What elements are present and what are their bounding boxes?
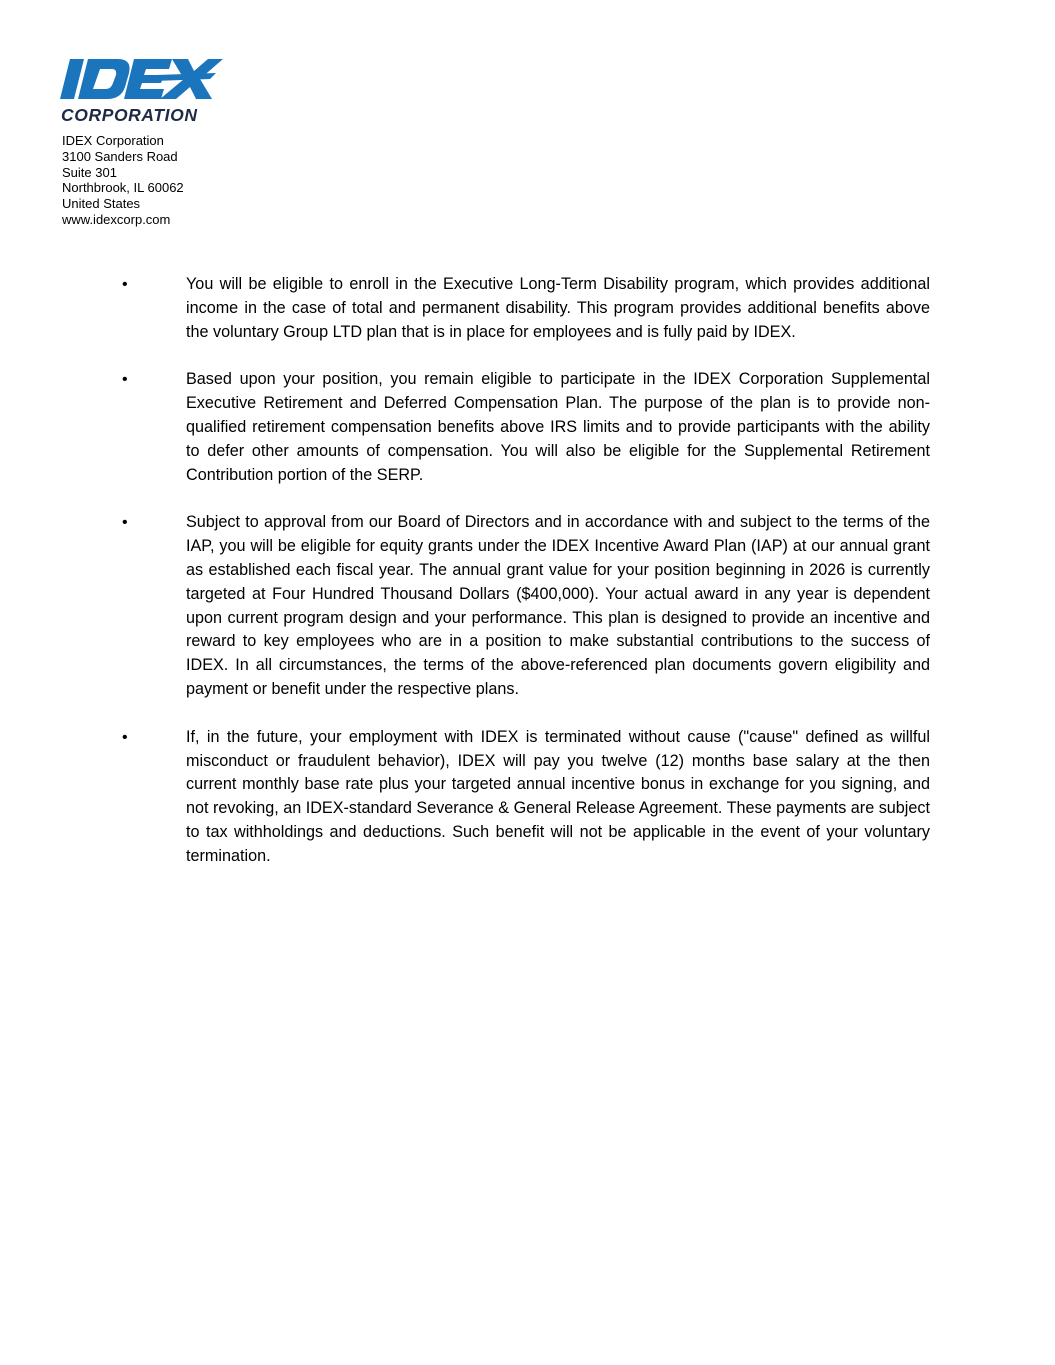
- list-item-ltd: [120, 273, 930, 344]
- idex-logo-icon: [60, 57, 223, 123]
- list-item-text: You will be eligible to enroll in the Executive Long-Term Disability program, which provides additional income in the case of total and permanent disability. This program provides additional benefits above the voluntary Group LTD plan that is in place for employees and is fully paid by IDEX.: [186, 275, 930, 341]
- address-website: www.idexcorp.com: [62, 211, 171, 227]
- logo-wordmark: CORPORATION: [61, 105, 198, 123]
- bullet-icon: •: [122, 728, 128, 746]
- list-item-text: Subject to approval from our Board of Directors and in accordance with and subject to the terms of the IAP, you will be eligible for equity grants under the IDEX Incentive Award Plan (IAP) at our annual grant as established each fiscal year. The annual grant value for your position beginning in 2026 is currently targeted at Four Hundred Thousand Dollars ($400,000). Your actual award in any year is dependent upon current program design and your performance. This plan is designed to provide an incentive and reward to key employees who are in a position to make substantial contributions to the success of IDEX. In all circumstances, the terms of the above-referenced plan documents govern eligibility and payment or benefit under the respective plans.: [186, 513, 930, 698]
- address-country: United States: [62, 196, 141, 212]
- bullet-icon: •: [122, 276, 128, 293]
- list-item-equity: [120, 511, 930, 701]
- list-item-serp: [120, 368, 930, 487]
- company-logo: [60, 57, 223, 123]
- address-suite: Suite 301: [62, 164, 117, 180]
- address-city: Northbrook, IL 60062: [62, 180, 184, 196]
- list-item-text: If, in the future, your employment with IDEX is terminated without cause ("cause" defined as willful misconduct or fraudulent behavior), IDEX will pay you twelve (12) months base salary at the then current monthly base rate plus your targeted annual incentive bonus in exchange for you signing, and not revoking, an IDEX-standard Severance & General Release Agreement. These payments are subject to tax withholdings and deductions. Such benefit will not be applicable in the event of your voluntary termination.: [186, 727, 930, 865]
- company-address: [62, 133, 184, 228]
- bullet-icon: •: [122, 514, 128, 532]
- bullet-icon: •: [122, 371, 128, 389]
- list-item-text: Based upon your position, you remain eligible to participate in the IDEX Corporation Supplemental Executive Retirement and Deferred Compensation Plan. The purpose of the plan is to provide non-qualified retirement compensation benefits above IRS limits and to provide participants with the ability to defer other amounts of compensation. You will also be eligible for the Supplemental Retirement Contribution portion of the SERP.: [186, 370, 930, 484]
- address-company: IDEX Corporation: [62, 133, 164, 148]
- list-item-severance: [120, 726, 930, 869]
- benefits-list: [120, 273, 930, 893]
- address-street: 3100 Sanders Road: [62, 148, 178, 164]
